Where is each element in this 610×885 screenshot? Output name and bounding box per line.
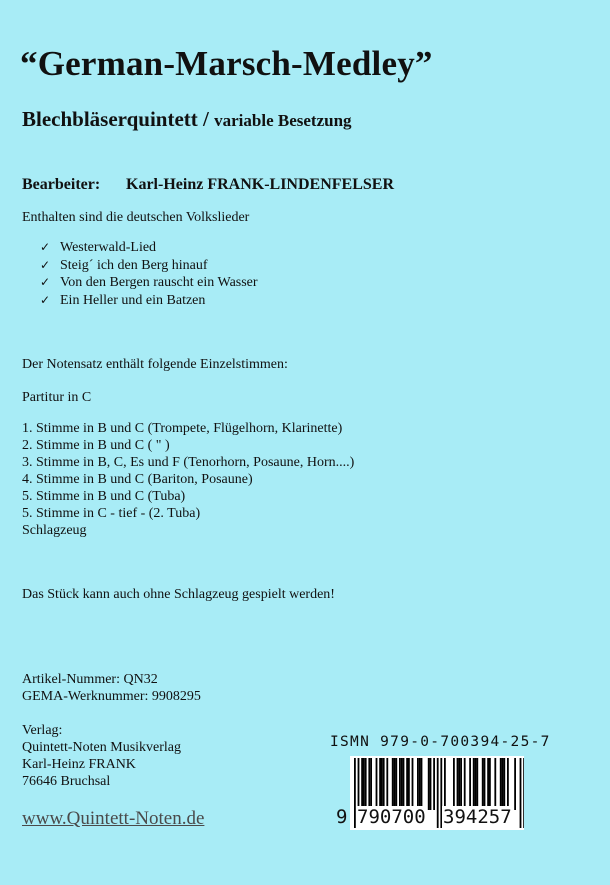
arranger-name: Karl-Heinz FRANK-LINDENFELSER — [126, 176, 394, 193]
barcode-bar — [379, 758, 381, 810]
barcode-bar — [363, 758, 365, 810]
subtitle-ensemble: Blechbläserquintett / — [22, 107, 209, 131]
website-link[interactable]: www.Quintett-Noten.de — [22, 808, 205, 829]
barcode-bar — [395, 758, 397, 810]
barcode-bar — [412, 758, 414, 810]
publisher-label: Verlag: — [22, 723, 63, 738]
barcode-bar — [487, 758, 489, 810]
song-title: Ein Heller und ein Batzen — [60, 292, 206, 308]
barcode-bar — [469, 758, 471, 810]
list-item — [40, 293, 258, 311]
barcode-bar — [458, 758, 460, 810]
barcode-bar — [386, 758, 388, 810]
check-icon: ✓ — [40, 292, 51, 307]
part-line: 4. Stimme in B und C (Bariton, Posaune) — [22, 472, 253, 487]
barcode-bar — [430, 758, 432, 810]
article-number: Artikel-Nummer: QN32 — [22, 672, 158, 687]
barcode-bar — [428, 758, 430, 810]
barcode-bar — [403, 758, 405, 810]
list-item — [40, 275, 258, 293]
barcode-bar — [507, 758, 509, 810]
barcode-bar — [457, 758, 459, 810]
barcode-bar — [482, 758, 484, 810]
barcode-bar — [500, 758, 502, 810]
barcode-bar — [489, 758, 491, 810]
publisher-line: Karl-Heinz FRANK — [22, 757, 136, 772]
publisher-line: Quintett-Noten Musikverlag — [22, 740, 182, 755]
barcode-bar — [419, 758, 421, 810]
barcode-bar — [453, 758, 455, 810]
barcode-bar — [408, 758, 410, 810]
barcode-left-digits: 790700 — [357, 806, 426, 828]
part-line: 1. Stimme in B und C (Trompete, Flügelhorn, Klarinette) — [22, 421, 343, 436]
barcode-bar — [399, 758, 401, 810]
barcode-bar — [401, 758, 403, 810]
barcode-bar — [460, 758, 462, 810]
barcode-bar — [476, 758, 478, 810]
barcode-bar — [421, 758, 423, 810]
ismn-number: ISMN 979-0-700394-25-7 — [330, 734, 551, 750]
song-title: Steig´ ich den Berg hinauf — [60, 257, 208, 273]
songs-list — [40, 240, 258, 310]
score-line: Partitur in C — [22, 390, 92, 405]
barcode-bar — [502, 758, 504, 810]
parts-list — [22, 420, 354, 539]
barcode-right-digits: 394257 — [443, 806, 512, 828]
part-line: 2. Stimme in B und C ( " ) — [22, 438, 170, 453]
barcode-bar — [494, 758, 496, 810]
barcode-first-digit: 9 — [336, 806, 348, 828]
barcode-bar — [464, 758, 466, 810]
barcode-bar — [361, 758, 363, 810]
barcode-bar — [433, 758, 435, 810]
part-line: 5. Stimme in B und C (Tuba) — [22, 489, 186, 504]
percussion-note: Das Stück kann auch ohne Schlagzeug gespielt werden! — [22, 587, 335, 602]
barcode-bar — [365, 758, 367, 810]
song-title: Westerwald-Lied — [60, 240, 157, 255]
songs-intro: Enthalten sind die deutschen Volkslieder — [22, 210, 250, 225]
barcode-bar — [444, 758, 446, 810]
part-line: Schlagzeug — [22, 523, 87, 538]
barcode-bar — [475, 758, 477, 810]
barcode-bar — [503, 758, 505, 810]
part-line: 3. Stimme in B, C, Es und F (Tenorhorn, Posaune, Horn....) — [22, 455, 355, 470]
barcode-bar — [520, 758, 522, 828]
check-icon: ✓ — [40, 257, 51, 272]
barcode-bar — [417, 758, 419, 810]
barcode-bar — [383, 758, 385, 810]
barcode-bar — [370, 758, 372, 810]
check-icon: ✓ — [40, 275, 51, 289]
barcode-bar — [523, 758, 524, 828]
arranger-line — [22, 176, 394, 194]
barcode — [338, 756, 524, 830]
barcode-bar — [368, 758, 370, 810]
subtitle-variable: variable Besetzung — [214, 111, 352, 130]
barcode-bar — [392, 758, 394, 810]
publisher-line: 76646 Bruchsal — [22, 774, 111, 789]
barcode-bar — [394, 758, 396, 810]
check-icon: ✓ — [40, 240, 51, 254]
part-line: 5. Stimme in C - tief - (2. Tuba) — [22, 506, 201, 521]
subtitle — [22, 107, 352, 132]
barcode-bar — [381, 758, 383, 810]
list-item — [40, 258, 258, 276]
gema-number: GEMA-Werknummer: 9908295 — [22, 689, 201, 704]
document-title: “German-Marsch-Medley” — [20, 44, 433, 83]
barcode-bar — [376, 758, 378, 810]
list-item — [40, 240, 258, 258]
barcode-bar — [437, 758, 439, 828]
arranger-label: Bearbeiter: — [22, 176, 101, 193]
barcode-bar — [473, 758, 475, 810]
song-title: Von den Bergen rauscht ein Wasser — [60, 275, 258, 290]
barcode-bar — [406, 758, 408, 810]
barcode-bar — [484, 758, 486, 810]
parts-intro: Der Notensatz enthält folgende Einzelstimmen: — [22, 357, 288, 372]
barcode-bar — [514, 758, 516, 810]
